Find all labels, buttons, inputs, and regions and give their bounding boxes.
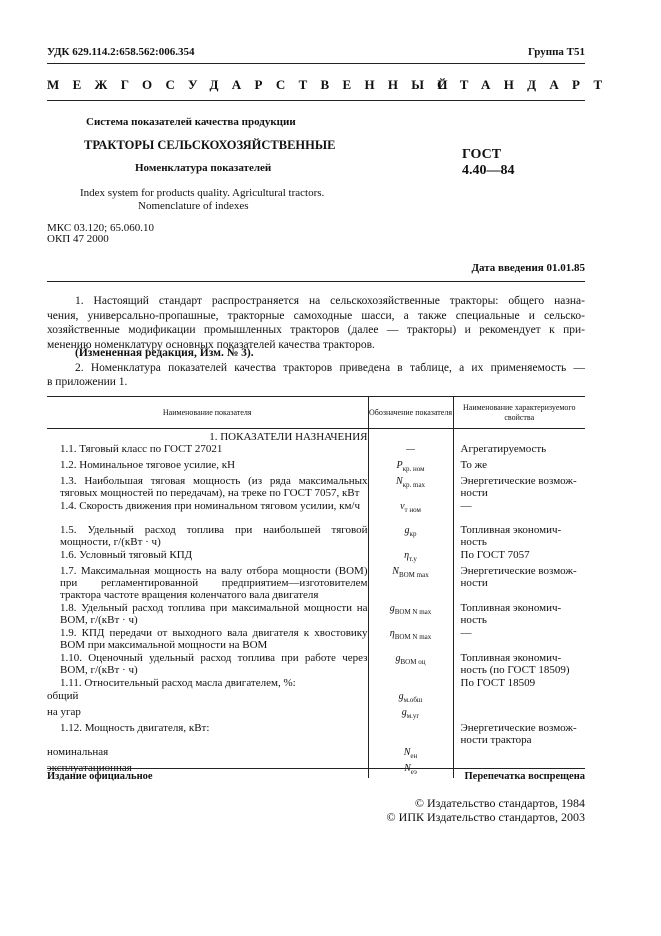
system-title: Система показателей качества продукции xyxy=(86,116,296,128)
indicator-symbol xyxy=(368,565,453,602)
indicator-symbol xyxy=(368,652,453,677)
table-row xyxy=(47,746,585,762)
symbol-main: g xyxy=(395,653,401,664)
symbol-subscript: м.уг xyxy=(406,712,420,720)
p1-line: хозяйственные модификации промышленных тракторов (далее — тракторы) и рекомендует к при- xyxy=(47,324,585,336)
symbol-main: η xyxy=(404,550,410,561)
indicator-name: 1.5. Удельный расход топлива при наибольшей тяговой мощности, г/(кВт · ч) xyxy=(60,524,368,548)
symbol-main: P xyxy=(396,460,403,471)
indicator-name: 1.11. Относительный расход масла двигателем, %: xyxy=(60,677,296,689)
indicator-property xyxy=(453,746,585,762)
mks-code: МКС 03.120; 65.060.10 xyxy=(47,222,154,234)
table-row xyxy=(47,677,585,690)
udk-code: УДК 629.114.2:658.562:006.354 xyxy=(47,46,195,58)
table-body xyxy=(47,429,585,779)
symbol-subscript: кр xyxy=(409,530,417,538)
banner-left: МЕЖГОСУДАРСТВЕННЫЙ xyxy=(47,77,461,92)
section-title: 1. ПОКАЗАТЕЛИ НАЗНАЧЕНИЯ xyxy=(209,431,368,443)
indicator-property: Топливная экономич-ность xyxy=(460,602,562,626)
symbol-subscript: ВОМ оц xyxy=(400,658,426,666)
table-row xyxy=(47,652,585,677)
p1-line: 1. Настоящий стандарт распространяется на сельскохозяйственные тракторы: общего назна- xyxy=(75,295,585,307)
table-row xyxy=(47,602,585,627)
indicator-name: 1.4. Скорость движения при номинальном тяговом усилии, км/ч xyxy=(60,500,361,512)
indicator-name: на угар xyxy=(47,706,81,718)
indicator-name: 1.8. Удельный расход топлива при максимальной мощности на ВОМ, г/(кВт · ч) xyxy=(60,602,368,626)
symbol-main: η xyxy=(389,628,395,639)
indicator-name: 1.1. Тяговый класс по ГОСТ 27021 xyxy=(60,443,223,455)
indicator-name: 1.3. Наибольшая тяговая мощность (из ряда максимальных тяговых мощностей по передачам), на треке по ГОСТ 7057, кВт xyxy=(60,475,368,499)
symbol-subscript: ВОМ max xyxy=(398,571,429,579)
footer-rule xyxy=(47,768,585,769)
okp-code: ОКП 47 2000 xyxy=(47,233,109,245)
table-row xyxy=(47,565,585,602)
p1-line: менению номенклатуру основных показателей качества тракторов. xyxy=(47,338,375,351)
copyright-1984: © Издательство стандартов, 1984 xyxy=(414,796,585,810)
indicator-name: общий xyxy=(47,690,79,702)
indicator-symbol xyxy=(368,722,453,746)
indicator-name: 1.2. Номинальное тяговое усилие, кН xyxy=(60,459,236,471)
indicator-symbol xyxy=(368,677,453,690)
indicator-symbol xyxy=(368,627,453,652)
indicators-table xyxy=(47,396,585,778)
section-row xyxy=(47,429,585,444)
indicator-property xyxy=(453,690,585,706)
indicator-property xyxy=(453,706,585,722)
table-header-row xyxy=(47,397,585,429)
indicator-symbol xyxy=(368,602,453,627)
indicator-symbol xyxy=(368,443,453,459)
gost-number: 4.40—84 xyxy=(462,163,515,178)
gost-label: ГОСТ xyxy=(462,147,502,162)
english-title-line1: Index system for products quality. Agricultural tractors. xyxy=(80,187,325,199)
indicator-name: 1.10. Оценочный удельный расход топлива при работе через ВОМ, г/(кВт · ч) xyxy=(60,652,368,676)
header-name: Наименование показателя xyxy=(47,397,368,429)
p2-line: 2. Номенклатура показателей качества тракторов приведена в таблице, а их применяемость — xyxy=(75,362,585,374)
symbol-main: g xyxy=(398,691,404,702)
table-row xyxy=(47,475,585,500)
indicator-name: номинальная xyxy=(47,746,109,758)
symbol-subscript: кр. ном xyxy=(402,465,425,473)
table-row xyxy=(47,722,585,746)
symbol-main: g xyxy=(404,525,410,536)
indicator-name: 1.6. Условный тяговый КПД xyxy=(60,549,193,561)
symbol-main: N xyxy=(395,476,403,487)
indicator-property: Энергетические возмож-ности трактора xyxy=(460,722,577,746)
reprint-notice: Перепечатка воспрещена xyxy=(464,771,585,782)
symbol-subscript: кр. max xyxy=(402,481,426,489)
indicator-property: То же xyxy=(460,459,487,471)
copyright-2003: © ИПК Издательство стандартов, 2003 xyxy=(386,810,585,824)
indicator-property: Энергетические возмож-ности xyxy=(460,475,577,499)
indicator-symbol xyxy=(368,459,453,475)
table-row xyxy=(47,500,585,524)
indicator-symbol xyxy=(368,475,453,500)
symbol-subscript: т.у xyxy=(409,555,417,563)
indicator-symbol xyxy=(368,500,453,524)
symbol-subscript: ВОМ N max xyxy=(394,608,432,616)
symbol-main: g xyxy=(389,603,395,614)
indicator-property: Топливная экономич-ность (по ГОСТ 18509) xyxy=(460,652,570,676)
symbol-subscript: eэ xyxy=(410,768,417,776)
indicator-symbol xyxy=(368,746,453,762)
symbol-main: N xyxy=(392,566,399,577)
indicator-name: эксплуатационная xyxy=(47,762,132,774)
indicator-symbol xyxy=(368,762,453,778)
p1-line: чения, универсально-пропашные, тракторные самоходные шасси, а также специальные и сельско- xyxy=(47,309,585,322)
symbol-subscript: ВОМ N max xyxy=(394,633,432,641)
table-row xyxy=(47,627,585,652)
indicator-name: 1.7. Максимальная мощность на валу отбора мощности (ВОМ) при регламентированной предприятием—изготовителем трактора частоте вращения коленчатого вала двигателя xyxy=(60,565,368,601)
indicator-property: По ГОСТ 7057 xyxy=(460,549,530,561)
symbol-subscript: eн xyxy=(410,752,418,760)
table-row xyxy=(47,459,585,475)
banner-right: СТАНДАРТ xyxy=(437,77,616,92)
edition-note: (Измененная редакция, Изм. № 3). xyxy=(75,347,254,359)
indicator-property: Топливная экономич-ность xyxy=(460,524,562,548)
banner-rule xyxy=(47,100,585,101)
table-row xyxy=(47,443,585,459)
english-title-line2: Nomenclature of indexes xyxy=(138,200,249,212)
table-row xyxy=(47,524,585,549)
introduction-date: Дата введения 01.01.85 xyxy=(471,262,585,274)
indicator-name: 1.12. Мощность двигателя, кВт: xyxy=(60,722,210,734)
indicator-property: — xyxy=(460,500,472,512)
sub-title: Номенклатура показателей xyxy=(135,162,272,174)
symbol-main: — xyxy=(406,444,415,455)
paragraph-1 xyxy=(47,294,585,352)
indicator-symbol xyxy=(368,524,453,549)
indicator-symbol xyxy=(368,549,453,565)
indicator-property: По ГОСТ 18509 xyxy=(460,677,536,689)
indicator-property: Агрегатируемость xyxy=(460,443,547,455)
symbol-main: g xyxy=(401,707,407,718)
table-row xyxy=(47,690,585,706)
indicator-symbol xyxy=(368,690,453,706)
indicator-symbol xyxy=(368,706,453,722)
p2-line: в приложении 1. xyxy=(47,376,128,388)
official-edition: Издание официальное xyxy=(47,771,153,782)
symbol-subscript: м.обш xyxy=(403,696,423,704)
indicator-property: Энергетические возмож-ности xyxy=(460,565,577,589)
table-row xyxy=(47,706,585,722)
symbol-main: v xyxy=(400,501,405,512)
header-symbol: Обозначение показателя xyxy=(368,397,453,429)
top-rule xyxy=(47,63,585,64)
date-rule xyxy=(47,281,585,282)
indicator-name: 1.9. КПД передачи от выходного вала двигателя к хвостовику ВОМ при максимальной мощности на ВОМ xyxy=(60,627,368,651)
header-property: Наименование характеризуемого свойства xyxy=(453,397,585,429)
symbol-main: N xyxy=(403,747,411,758)
indicator-property: — xyxy=(460,627,472,639)
table-row xyxy=(47,549,585,565)
symbol-main: N xyxy=(404,763,411,774)
paragraph-2 xyxy=(47,361,585,389)
group-code: Группа Т51 xyxy=(527,46,585,58)
main-title: ТРАКТОРЫ СЕЛЬСКОХОЗЯЙСТВЕННЫЕ xyxy=(84,138,336,152)
symbol-subscript: т ном xyxy=(404,506,421,514)
